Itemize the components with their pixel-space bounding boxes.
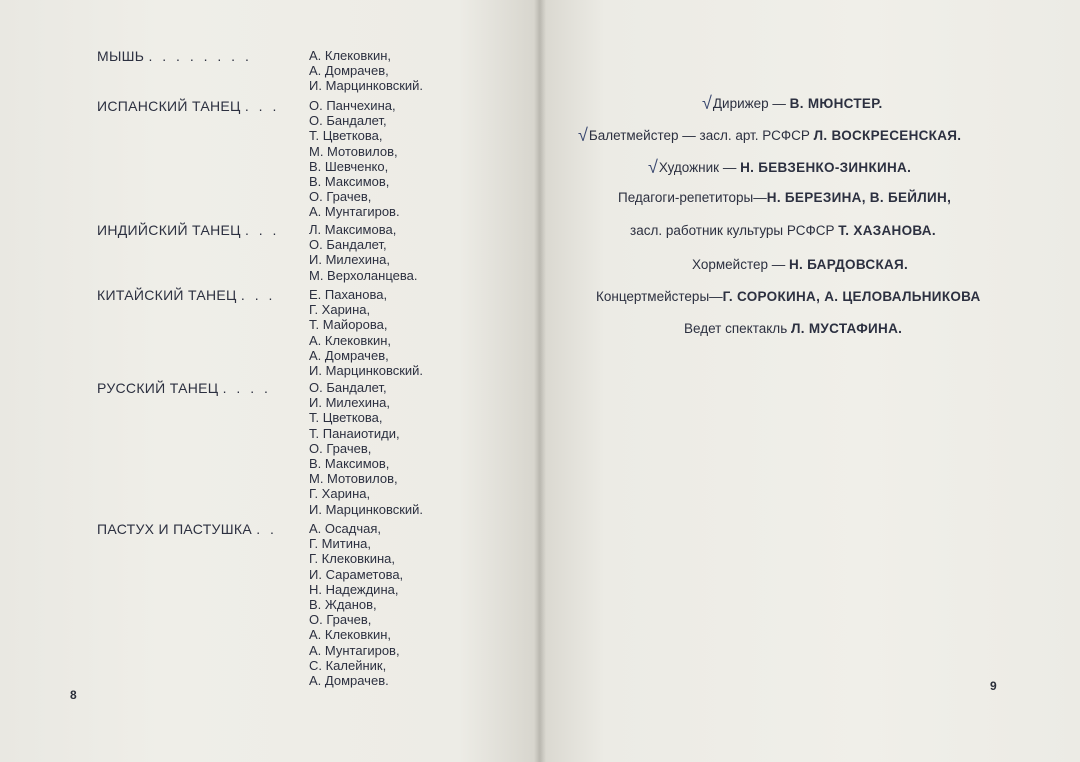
cast-name: О. Бандалет, — [309, 113, 387, 129]
credit-role: Педагоги-репетиторы— — [618, 190, 767, 205]
credit-role: засл. работник культуры РСФСР — [630, 223, 839, 238]
cast-name: О. Грачев, — [309, 189, 372, 205]
cast-name: М. Мотовилов, — [309, 143, 398, 159]
credit-role: Хормейстер — — [692, 257, 789, 272]
cast-name: А. Клековкин, — [309, 48, 391, 63]
cast-name: Н. Надеждина, — [309, 581, 399, 597]
cast-name: Г. Клековкина, — [309, 551, 396, 567]
credit-name: Л. ВОСКРЕСЕНСКАЯ. — [813, 128, 962, 143]
credit-role: Концертмейстеры— — [596, 289, 723, 304]
cast-list — [309, 48, 423, 94]
cast-name: В. Шевченко, — [309, 158, 389, 174]
credit-choreographer — [578, 124, 961, 145]
credit-name: Т. ХАЗАНОВА. — [838, 223, 936, 238]
cast-name: Т. Цветкова, — [309, 410, 383, 426]
cast-name: А. Клековкин, — [309, 332, 391, 348]
pencil-check-icon: √ — [702, 93, 712, 113]
credit-name: Н. БЕВЗЕНКО-ЗИНКИНА. — [740, 160, 912, 175]
cast-name: Л. Максимова, — [309, 222, 397, 237]
page-number-right: 9 — [990, 679, 997, 693]
cast-name: А. Домрачев, — [309, 63, 389, 79]
cast-list — [309, 98, 400, 220]
cast-name: О. Панчехина, — [309, 98, 396, 113]
cast-name: В. Максимов, — [309, 174, 390, 190]
cast-name: Т. Панаиотиди, — [309, 425, 400, 441]
dance-title: ПАСТУХ И ПАСТУШКА . . — [97, 521, 277, 537]
cast-name: А. Домрачев. — [309, 673, 389, 689]
cast-name: М. Верхоланцева. — [309, 267, 418, 283]
credit-role: Художник — — [658, 160, 741, 175]
credit-coaches — [618, 190, 951, 205]
right-page — [540, 0, 1080, 762]
cast-name: И. Марцинковский. — [309, 501, 424, 517]
cast-name: И. Марцинковский. — [309, 363, 424, 379]
cast-name: В. Жданов, — [309, 597, 377, 613]
credit-conductor — [702, 92, 883, 113]
credit-role: Балетмейстер — засл. арт. РСФСР — [588, 128, 814, 143]
pencil-check-icon: √ — [578, 125, 588, 145]
dance-title: ИНДИЙСКИЙ ТАНЕЦ . . . — [97, 222, 280, 238]
cast-name: С. Калейник, — [309, 657, 387, 673]
pencil-check-icon: √ — [648, 157, 658, 177]
cast-list — [309, 287, 423, 378]
cast-name: Т. Майорова, — [309, 317, 388, 333]
credit-role: Дирижер — — [712, 96, 790, 111]
credit-name: Н. БАРДОВСКАЯ. — [789, 257, 909, 272]
credit-name: Л. МУСТАФИНА. — [790, 321, 903, 336]
cast-name: Т. Цветкова, — [309, 128, 383, 144]
cast-name: И. Марцинковский. — [309, 78, 424, 94]
cast-list — [309, 380, 423, 517]
cast-name: И. Милехина, — [309, 395, 390, 411]
credit-stage-manager — [684, 321, 902, 336]
cast-name: В. Максимов, — [309, 456, 390, 472]
credit-chorus-master — [692, 257, 908, 272]
dance-title: ИСПАНСКИЙ ТАНЕЦ . . . — [97, 98, 280, 114]
cast-name: О. Бандалет, — [309, 237, 387, 253]
cast-name: И. Милехина, — [309, 252, 390, 268]
credit-role: Ведет спектакль — [684, 321, 791, 336]
dance-title: МЫШЬ . . . . . . . . — [97, 48, 252, 64]
cast-name: М. Мотовилов, — [309, 471, 398, 487]
cast-name: Г. Митина, — [309, 536, 372, 552]
credit-accompanists — [596, 289, 981, 304]
credit-name: Н. БЕРЕЗИНА, В. БЕЙЛИН, — [766, 190, 952, 205]
cast-name: Г. Харина, — [309, 302, 371, 318]
dance-title: КИТАЙСКИЙ ТАНЕЦ . . . — [97, 287, 276, 303]
cast-list — [309, 521, 403, 688]
cast-name: А. Осадчая, — [309, 521, 381, 536]
cast-name: О. Грачев, — [309, 612, 372, 628]
credit-name: В. МЮНСТЕР. — [789, 96, 883, 111]
cast-name: О. Грачев, — [309, 440, 372, 456]
cast-name: А. Клековкин, — [309, 627, 391, 643]
cast-name: Е. Паханова, — [309, 287, 388, 302]
cast-name: А. Мунтагиров, — [309, 642, 400, 658]
page-number-left: 8 — [70, 688, 77, 702]
cast-name: И. Сараметова, — [309, 566, 404, 582]
cast-name: О. Бандалет, — [309, 380, 387, 395]
credit-culture-worker — [630, 223, 936, 238]
credit-designer — [648, 156, 911, 177]
cast-list — [309, 222, 417, 283]
dance-title: РУССКИЙ ТАНЕЦ . . . . — [97, 380, 271, 396]
cast-name: А. Домрачев, — [309, 347, 389, 363]
book-gutter — [534, 0, 546, 762]
cast-name: Г. Харина, — [309, 486, 371, 502]
credit-name: Г. СОРОКИНА, А. ЦЕЛОВАЛЬНИКОВА — [722, 289, 981, 304]
cast-name: А. Мунтагиров. — [309, 204, 400, 220]
